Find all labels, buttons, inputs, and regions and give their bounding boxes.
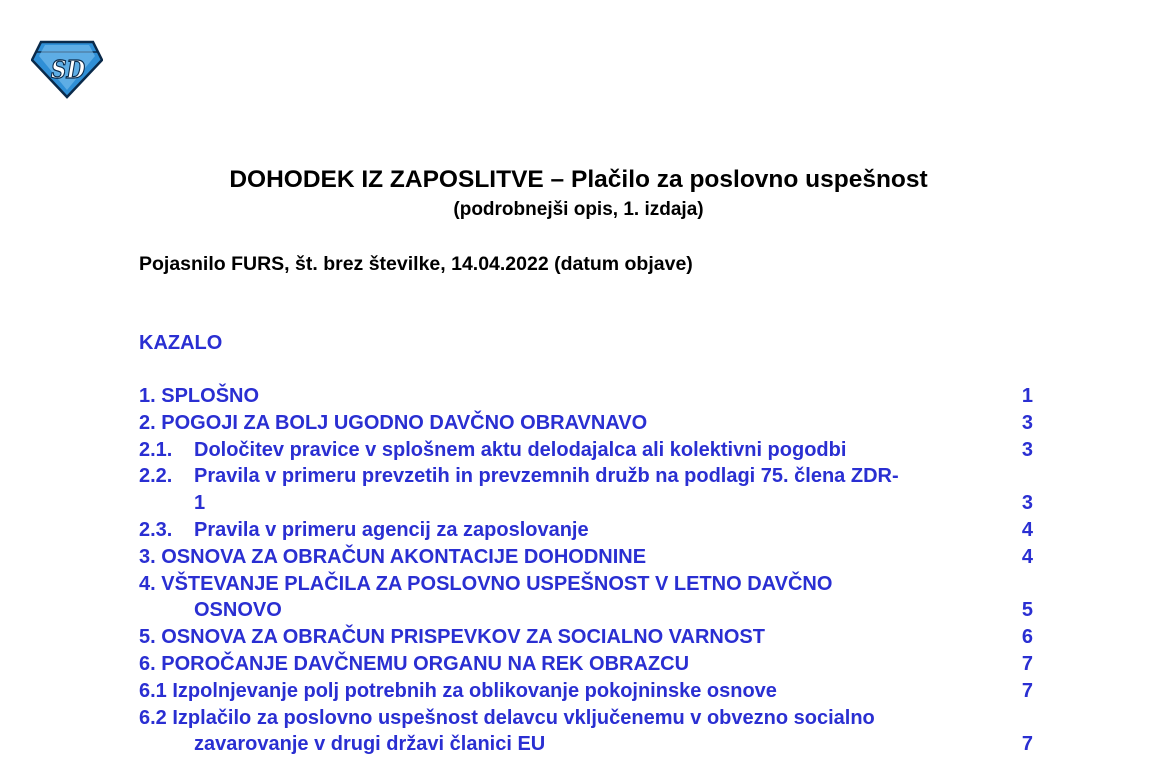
- toc-entry-text[interactable]: 6.2 Izplačilo za poslovno uspešnost delavcu vključenemu v obvezno socialno: [139, 706, 875, 729]
- toc-entry-number[interactable]: 2.1.: [139, 438, 173, 461]
- toc-page-number[interactable]: 7: [1021, 679, 1033, 702]
- reference-line: Pojasnilo FURS, št. brez številke, 14.04.2022 (datum objave): [139, 253, 693, 275]
- toc-line[interactable]: [139, 517, 1039, 544]
- toc-page-number[interactable]: 4: [1021, 545, 1033, 568]
- toc-line[interactable]: [139, 705, 1039, 732]
- toc-entry-text[interactable]: Določitev pravice v splošnem aktu delodajalca ali kolektivni pogodbi: [194, 438, 847, 461]
- toc-page-number[interactable]: 1: [1021, 385, 1033, 407]
- toc-line[interactable]: [139, 624, 1039, 651]
- toc-page-number[interactable]: 6: [1021, 626, 1033, 649]
- toc-entry-number[interactable]: 2.3.: [139, 518, 173, 541]
- toc-entry-text[interactable]: 6. POROČANJE DAVČNEMU ORGANU NA REK OBRAZCU: [139, 652, 690, 675]
- toc-line[interactable]: [139, 651, 1039, 678]
- toc-line[interactable]: [139, 678, 1039, 705]
- toc-entry-text[interactable]: 2. POGOJI ZA BOLJ UGODNO DAVČNO OBRAVNAVO: [139, 411, 648, 434]
- toc-entry-text[interactable]: Pravila v primeru prevzetih in prevzemnih družb na podlagi 75. člena ZDR-: [194, 465, 899, 488]
- toc-entry-text[interactable]: 6.1 Izpolnjevanje polj potrebnih za oblikovanje pokojninske osnove: [139, 679, 777, 702]
- toc-entry-text[interactable]: 3. OSNOVA ZA OBRAČUN AKONTACIJE DOHODNINE: [139, 545, 647, 568]
- toc-page-number[interactable]: 7: [1021, 733, 1033, 756]
- toc-entry-text[interactable]: Pravila v primeru agencij za zaposlovanje: [194, 518, 589, 541]
- toc-line[interactable]: [139, 731, 1039, 758]
- toc-page-number[interactable]: 5: [1021, 599, 1033, 622]
- toc-heading: KAZALO: [139, 332, 223, 354]
- toc-line[interactable]: [139, 544, 1039, 571]
- toc-line[interactable]: [139, 437, 1039, 464]
- logo-label: SD: [51, 55, 86, 84]
- toc-page-number[interactable]: 3: [1021, 411, 1033, 434]
- toc-entry-text[interactable]: 4. VŠTEVANJE PLAČILA ZA POSLOVNO USPEŠNOST V LETNO DAVČNO: [139, 572, 833, 595]
- toc-entry-text-continued[interactable]: zavarovanje v drugi državi članici EU: [194, 733, 546, 756]
- toc-line[interactable]: [139, 597, 1039, 624]
- logo: [31, 40, 103, 100]
- toc-line[interactable]: [139, 383, 1039, 410]
- toc-line[interactable]: [139, 571, 1039, 598]
- toc-entry-text-continued[interactable]: 1: [194, 492, 206, 515]
- document-subtitle: (podrobnejši opis, 1. izdaja): [453, 199, 704, 220]
- toc-entry-text-continued[interactable]: OSNOVO: [194, 599, 282, 622]
- toc-page-number[interactable]: 4: [1021, 518, 1033, 541]
- toc-entry-text[interactable]: 5. OSNOVA ZA OBRAČUN PRISPEVKOV ZA SOCIALNO VARNOST: [139, 626, 765, 649]
- toc-entry-text[interactable]: 1. SPLOŠNO: [139, 385, 260, 407]
- toc-page-number[interactable]: 7: [1021, 652, 1033, 675]
- toc-page-number[interactable]: 3: [1021, 438, 1033, 461]
- toc-line[interactable]: [139, 463, 1039, 490]
- toc-line[interactable]: [139, 410, 1039, 437]
- table-of-contents: [139, 383, 1039, 758]
- toc-line[interactable]: [139, 490, 1039, 517]
- sd-diamond-logo-icon: [31, 40, 103, 100]
- toc-page-number[interactable]: 3: [1021, 492, 1033, 515]
- toc-entry-number[interactable]: 2.2.: [139, 465, 173, 488]
- document-title: DOHODEK IZ ZAPOSLITVE – Plačilo za poslovno uspešnost: [229, 166, 928, 193]
